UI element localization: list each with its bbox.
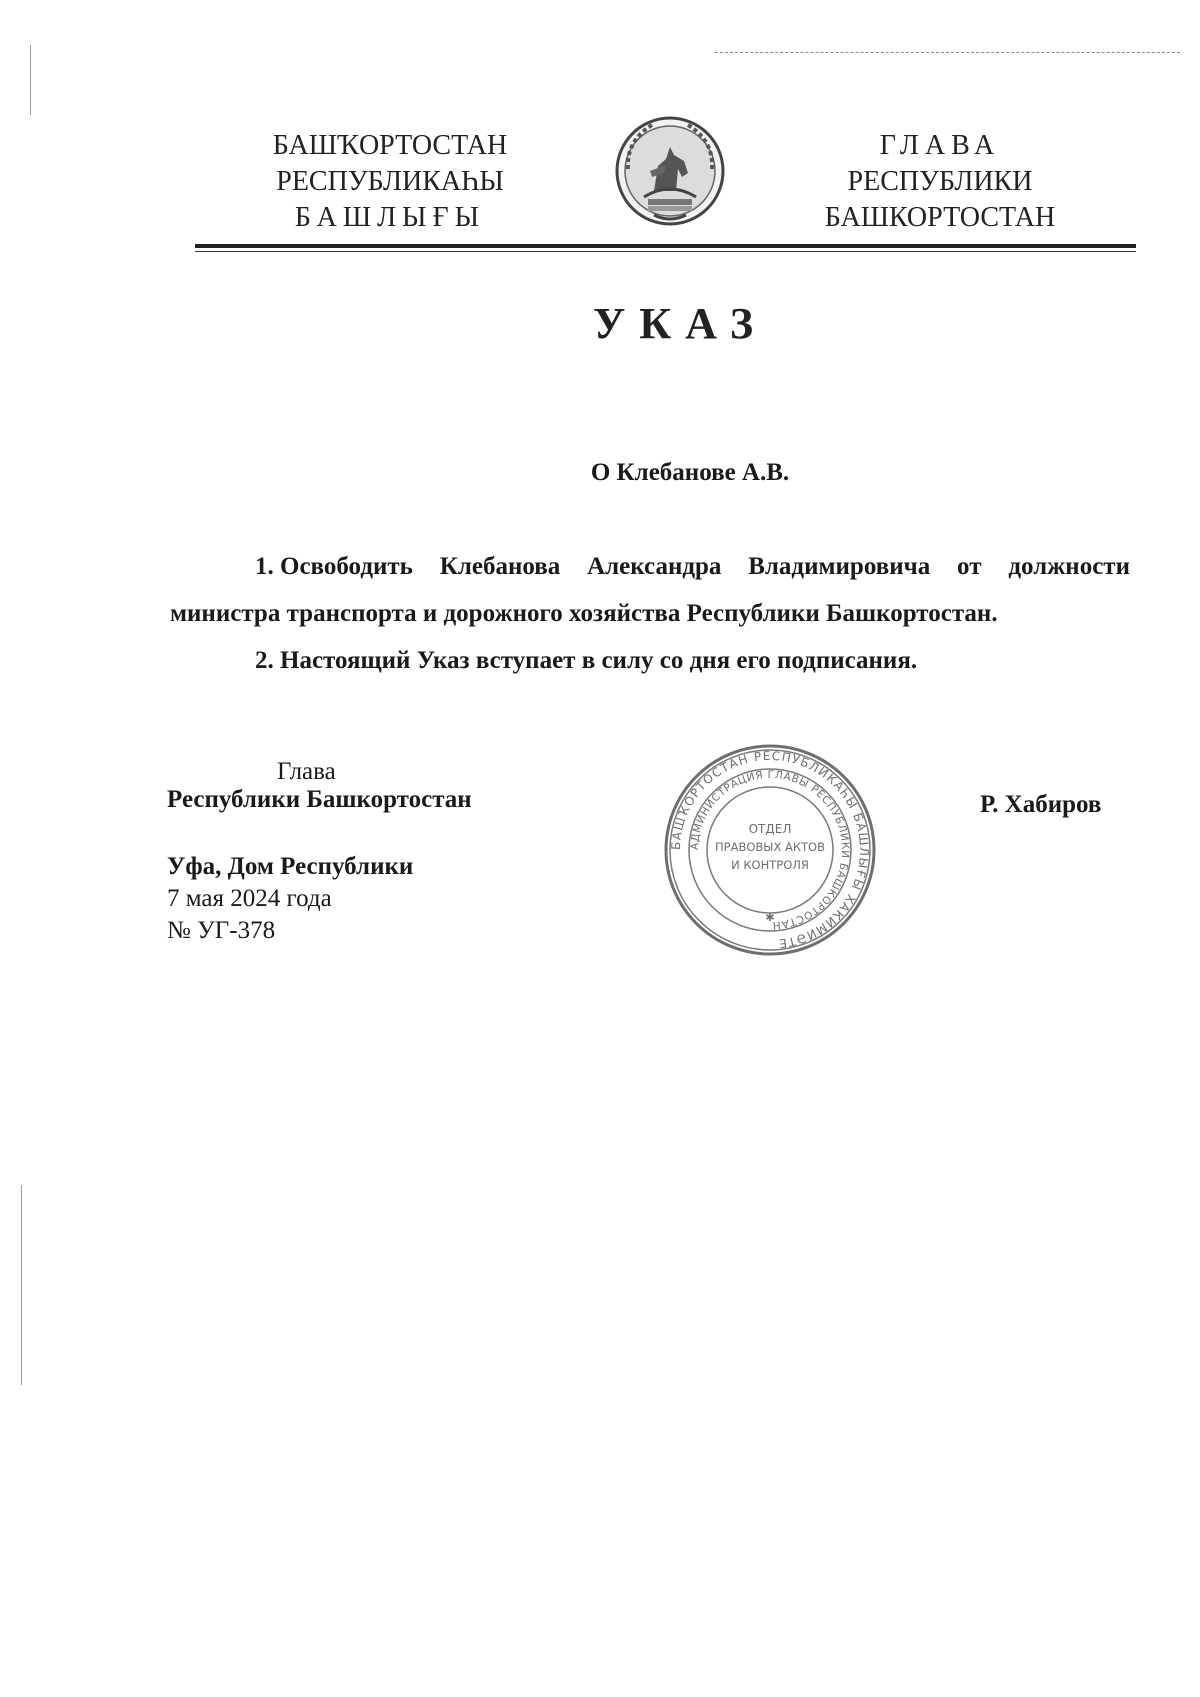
header-russian-title [800, 128, 1080, 236]
header-right-line-3: БАШКОРТОСТАН [824, 202, 1056, 233]
stamp-center-line-1: ОТДЕЛ [748, 822, 792, 836]
scan-edge-mark-top [30, 45, 31, 115]
paragraph-2: 2. Настоящий Указ вступает в силу со дня его подписания. [255, 647, 918, 674]
issue-place: Уфа, Дом Республики [167, 853, 414, 880]
scan-edge-mark-bottom [21, 1185, 22, 1385]
signatory-title-line-1: Глава [277, 758, 336, 785]
document-subject: О Клебанове А.В. [590, 459, 790, 486]
signatory-name: Р. Хабиров [980, 791, 1102, 818]
paragraph-1-word: Клебанова [439, 553, 561, 580]
issue-details [167, 851, 413, 947]
header-bashkir-title [230, 128, 550, 236]
paragraph-1-line-1 [170, 553, 1130, 581]
signatory-title [167, 758, 472, 814]
official-stamp-icon [663, 743, 877, 957]
paragraph-1-word: 1. Освободить [255, 553, 413, 580]
header-right-line-2: РЕСПУБЛИКИ [847, 166, 1033, 197]
paragraph-1-line-2: министра транспорта и дорожного хозяйства Республики Башкортостан. [170, 600, 998, 627]
header-right-line-1: ГЛАВА [879, 130, 1001, 161]
header-left-line-3: БАШЛЫҒЫ [294, 202, 486, 233]
scan-dash-line [715, 52, 1180, 53]
paragraph-1-word: должности [1008, 553, 1130, 580]
paragraph-1-word: Александра [587, 553, 722, 580]
stamp-center-line-2: ПРАВОВЫХ АКТОВ [715, 840, 825, 854]
header-divider-thick [195, 244, 1136, 248]
header-left-line-1: БАШҠОРТОСТАН [272, 130, 508, 161]
stamp-center-line-3: И КОНТРОЛЯ [731, 858, 809, 872]
signatory-title-line-2: Республики Башкортостан [167, 786, 472, 813]
header-left-line-2: РЕСПУБЛИКАҺЫ [276, 166, 504, 197]
paragraph-1-word: от [957, 553, 982, 580]
header-divider-thin [195, 251, 1136, 252]
stamp-star-icon: ✱ [765, 911, 775, 924]
stamp-outer-text: БАШҠОРТОСТАН РЕСПУБЛИКАҺЫ БАШЛЫҒЫ ХАКИМИӘТЕ [668, 748, 872, 951]
paragraph-1-word: Владимировича [748, 553, 931, 580]
coat-of-arms-icon [614, 111, 726, 231]
document-type-title: УКАЗ [592, 299, 768, 348]
issue-date: 7 мая 2024 года [167, 885, 332, 912]
issue-number: № УГ-378 [167, 917, 276, 944]
stamp-inner-text: АДМИНИСТРАЦИЯ ГЛАВЫ РЕСПУБЛИКИ БАШКОРТОСТАН [688, 768, 852, 932]
